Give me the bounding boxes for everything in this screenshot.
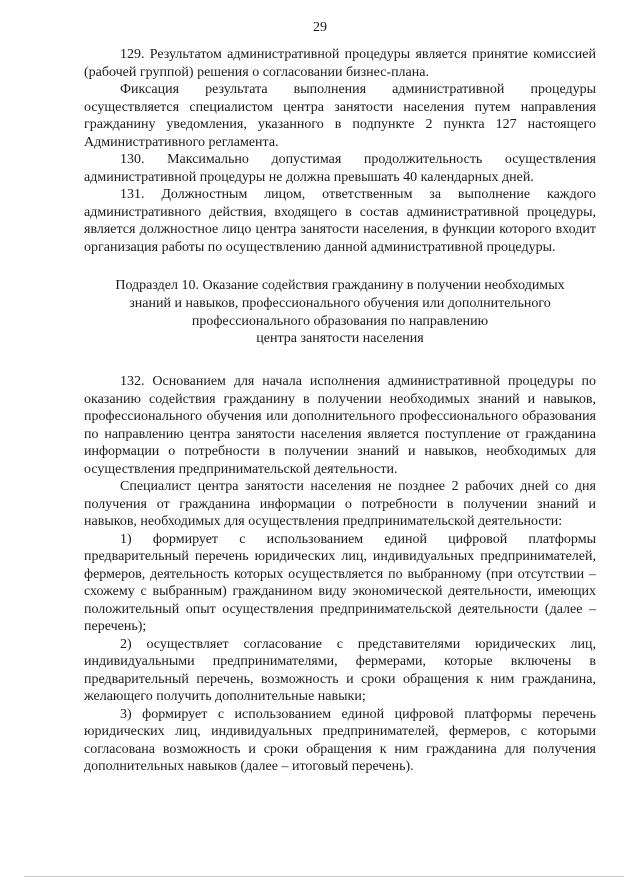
paragraph-132-specialist: Специалист центра занятости населения не позднее 2 рабочих дней со дня получения от гражданина информации о потребности в получении знаний и навыков, необходимых для осуществления предпринимательской деятельности: (84, 479, 596, 530)
paragraph-132: 132. Основанием для начала исполнения административной процедуры по оказанию содействия гражданину в получении необходимых знаний и навыков, профессионального обучения или дополнительного профессионального образования по направлению центра занятости населения является поступление от гражданина информации о потребности в получении знаний и навыков, необходимых для осуществления предпринимательской деятельности. (84, 374, 596, 477)
list-item-1: 1) формирует с использованием единой цифровой платформы предварительный перечень юридических лиц, индивидуальных предпринимателей, фермеров, деятельность которых осуществляется по выбранному (при отсутствии – схожему с выбранным) гражданином виду экономической деятельности, имеющих положительный опыт осуществления предпринимательской деятельности (далее – перечень); (84, 531, 596, 635)
paragraph-131: 131. Должностным лицом, ответственным за выполнение каждого административного действия, входящего в состав административной процедуры, является должностное лицо центра занятости населения, в функции которого входит организация работы по осуществлению данной административной процедуры. (84, 187, 596, 255)
page-number: 29 (313, 20, 327, 35)
document-body (84, 46, 596, 776)
section-heading-line: профессионального образования по направлению (191, 313, 489, 329)
paragraph-129: 129. Результатом административной процедуры является принятие комиссией (рабочей группой) решения о согласовании бизнес-плана. (84, 47, 596, 80)
list-item-3: 3) формирует с использованием единой цифровой платформы перечень юридических лиц, индивидуальных предпринимателей, фермеров, с которыми согласована возможность и сроки обращения к ним гражданина для получения дополнительных навыков (далее – итоговый перечень). (84, 706, 596, 775)
section-heading-line: знаний и навыков, профессионального обучения или дополнительного (129, 295, 551, 311)
section-heading (84, 277, 596, 348)
paragraph-130: 130. Максимально допустимая продолжительность осуществления административной процедуры не должна превышать 40 календарных дней. (84, 152, 596, 185)
section-heading-line: центра занятости населения (256, 331, 424, 347)
paragraph-129-fixation: Фиксация результата выполнения административной процедуры осуществляется специалистом центра занятости населения путем направления гражданину уведомления, указанного в подпункте 2 пункта 127 настоящего Административного регламента. (84, 82, 596, 150)
section-heading-line: Подраздел 10. Оказание содействия гражданину в получении необходимых (115, 278, 565, 293)
scan-edge-line (24, 876, 624, 877)
list-item-2: 2) осуществляет согласование с представителями юридических лиц, индивидуальными предпринимателями, фермерами, которые включены в предварительный перечень, возможность и сроки обращения к ним гражданина, желающего получить дополнительные навыки; (84, 636, 596, 705)
